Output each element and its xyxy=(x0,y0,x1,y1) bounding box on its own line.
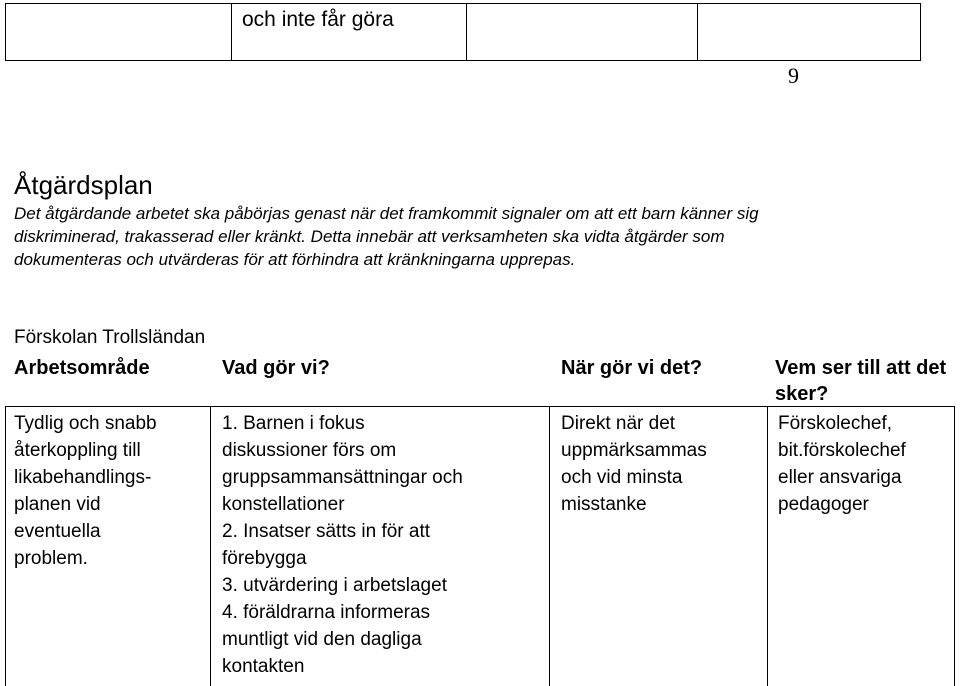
cell-line: eller ansvariga xyxy=(778,467,902,488)
school-name: Förskolan Trollsländan xyxy=(14,327,206,348)
cell-line: konstellationer xyxy=(222,494,345,515)
column-divider xyxy=(767,407,768,686)
top-table-cell-3 xyxy=(466,4,698,60)
header-vem-ser-till: Vem ser till att det sker? xyxy=(775,357,947,405)
intro-line: dokumenteras och utvärderas för att förhindra att kränkningarna upprepas. xyxy=(14,250,576,269)
page-number: 9 xyxy=(788,63,799,88)
header-nar-gor-vi-det: När gör vi det? xyxy=(561,357,703,379)
intro-line: Det åtgärdande arbetet ska påbörjas genast när det framkommit signaler om att ett barn känner sig xyxy=(14,204,759,223)
cell-line: pedagoger xyxy=(778,494,869,515)
top-table-cell-2: och inte får göra xyxy=(242,8,394,31)
cell-line: 3. utvärdering i arbetslaget xyxy=(222,575,447,596)
cell-line: återkoppling till xyxy=(14,440,141,461)
cell-line: kontakten xyxy=(222,656,305,677)
cell-line: 4. föräldrarna informeras xyxy=(222,602,431,623)
cell-vad-gor-vi xyxy=(222,410,552,680)
cell-line: förebygga xyxy=(222,548,307,569)
cell-line: Direkt när det xyxy=(561,413,676,434)
section-title: Åtgärdsplan xyxy=(14,170,153,200)
intro-paragraph xyxy=(14,202,914,271)
cell-line: diskussioner förs om xyxy=(222,440,397,461)
cell-line: Tydlig och snabb xyxy=(14,413,157,434)
cell-line: gruppsammansättningar och xyxy=(222,467,463,488)
header-arbetsomrade: Arbetsområde xyxy=(14,357,150,379)
cell-line: uppmärksammas xyxy=(561,440,707,461)
top-table-cell-4 xyxy=(698,4,920,60)
header-vad-gor-vi: Vad gör vi? xyxy=(222,357,330,379)
cell-line: muntligt vid den dagliga xyxy=(222,629,422,650)
cell-nar-gor-vi-det xyxy=(561,410,761,518)
cell-line: planen vid xyxy=(14,494,101,515)
cell-line: 1. Barnen i fokus xyxy=(222,413,365,434)
top-table-cell-1 xyxy=(6,4,232,60)
cell-line: bit.förskolechef xyxy=(778,440,906,461)
cell-line: och vid minsta xyxy=(561,467,683,488)
cell-line: problem. xyxy=(14,548,88,569)
cell-line: Förskolechef, xyxy=(778,413,893,434)
cell-line: likabehandlings- xyxy=(14,467,152,488)
cell-arbetsomrade xyxy=(14,410,204,572)
intro-line: diskriminerad, trakasserad eller kränkt. Detta innebär att verksamheten ska vidta åtgärder som xyxy=(14,227,725,246)
cell-vem-ser-till xyxy=(778,410,953,518)
column-divider xyxy=(210,407,211,686)
cell-line: 2. Insatser sätts in för att xyxy=(222,521,431,542)
top-table-fragment xyxy=(5,3,921,61)
cell-line: misstanke xyxy=(561,494,647,515)
cell-line: eventuella xyxy=(14,521,101,542)
